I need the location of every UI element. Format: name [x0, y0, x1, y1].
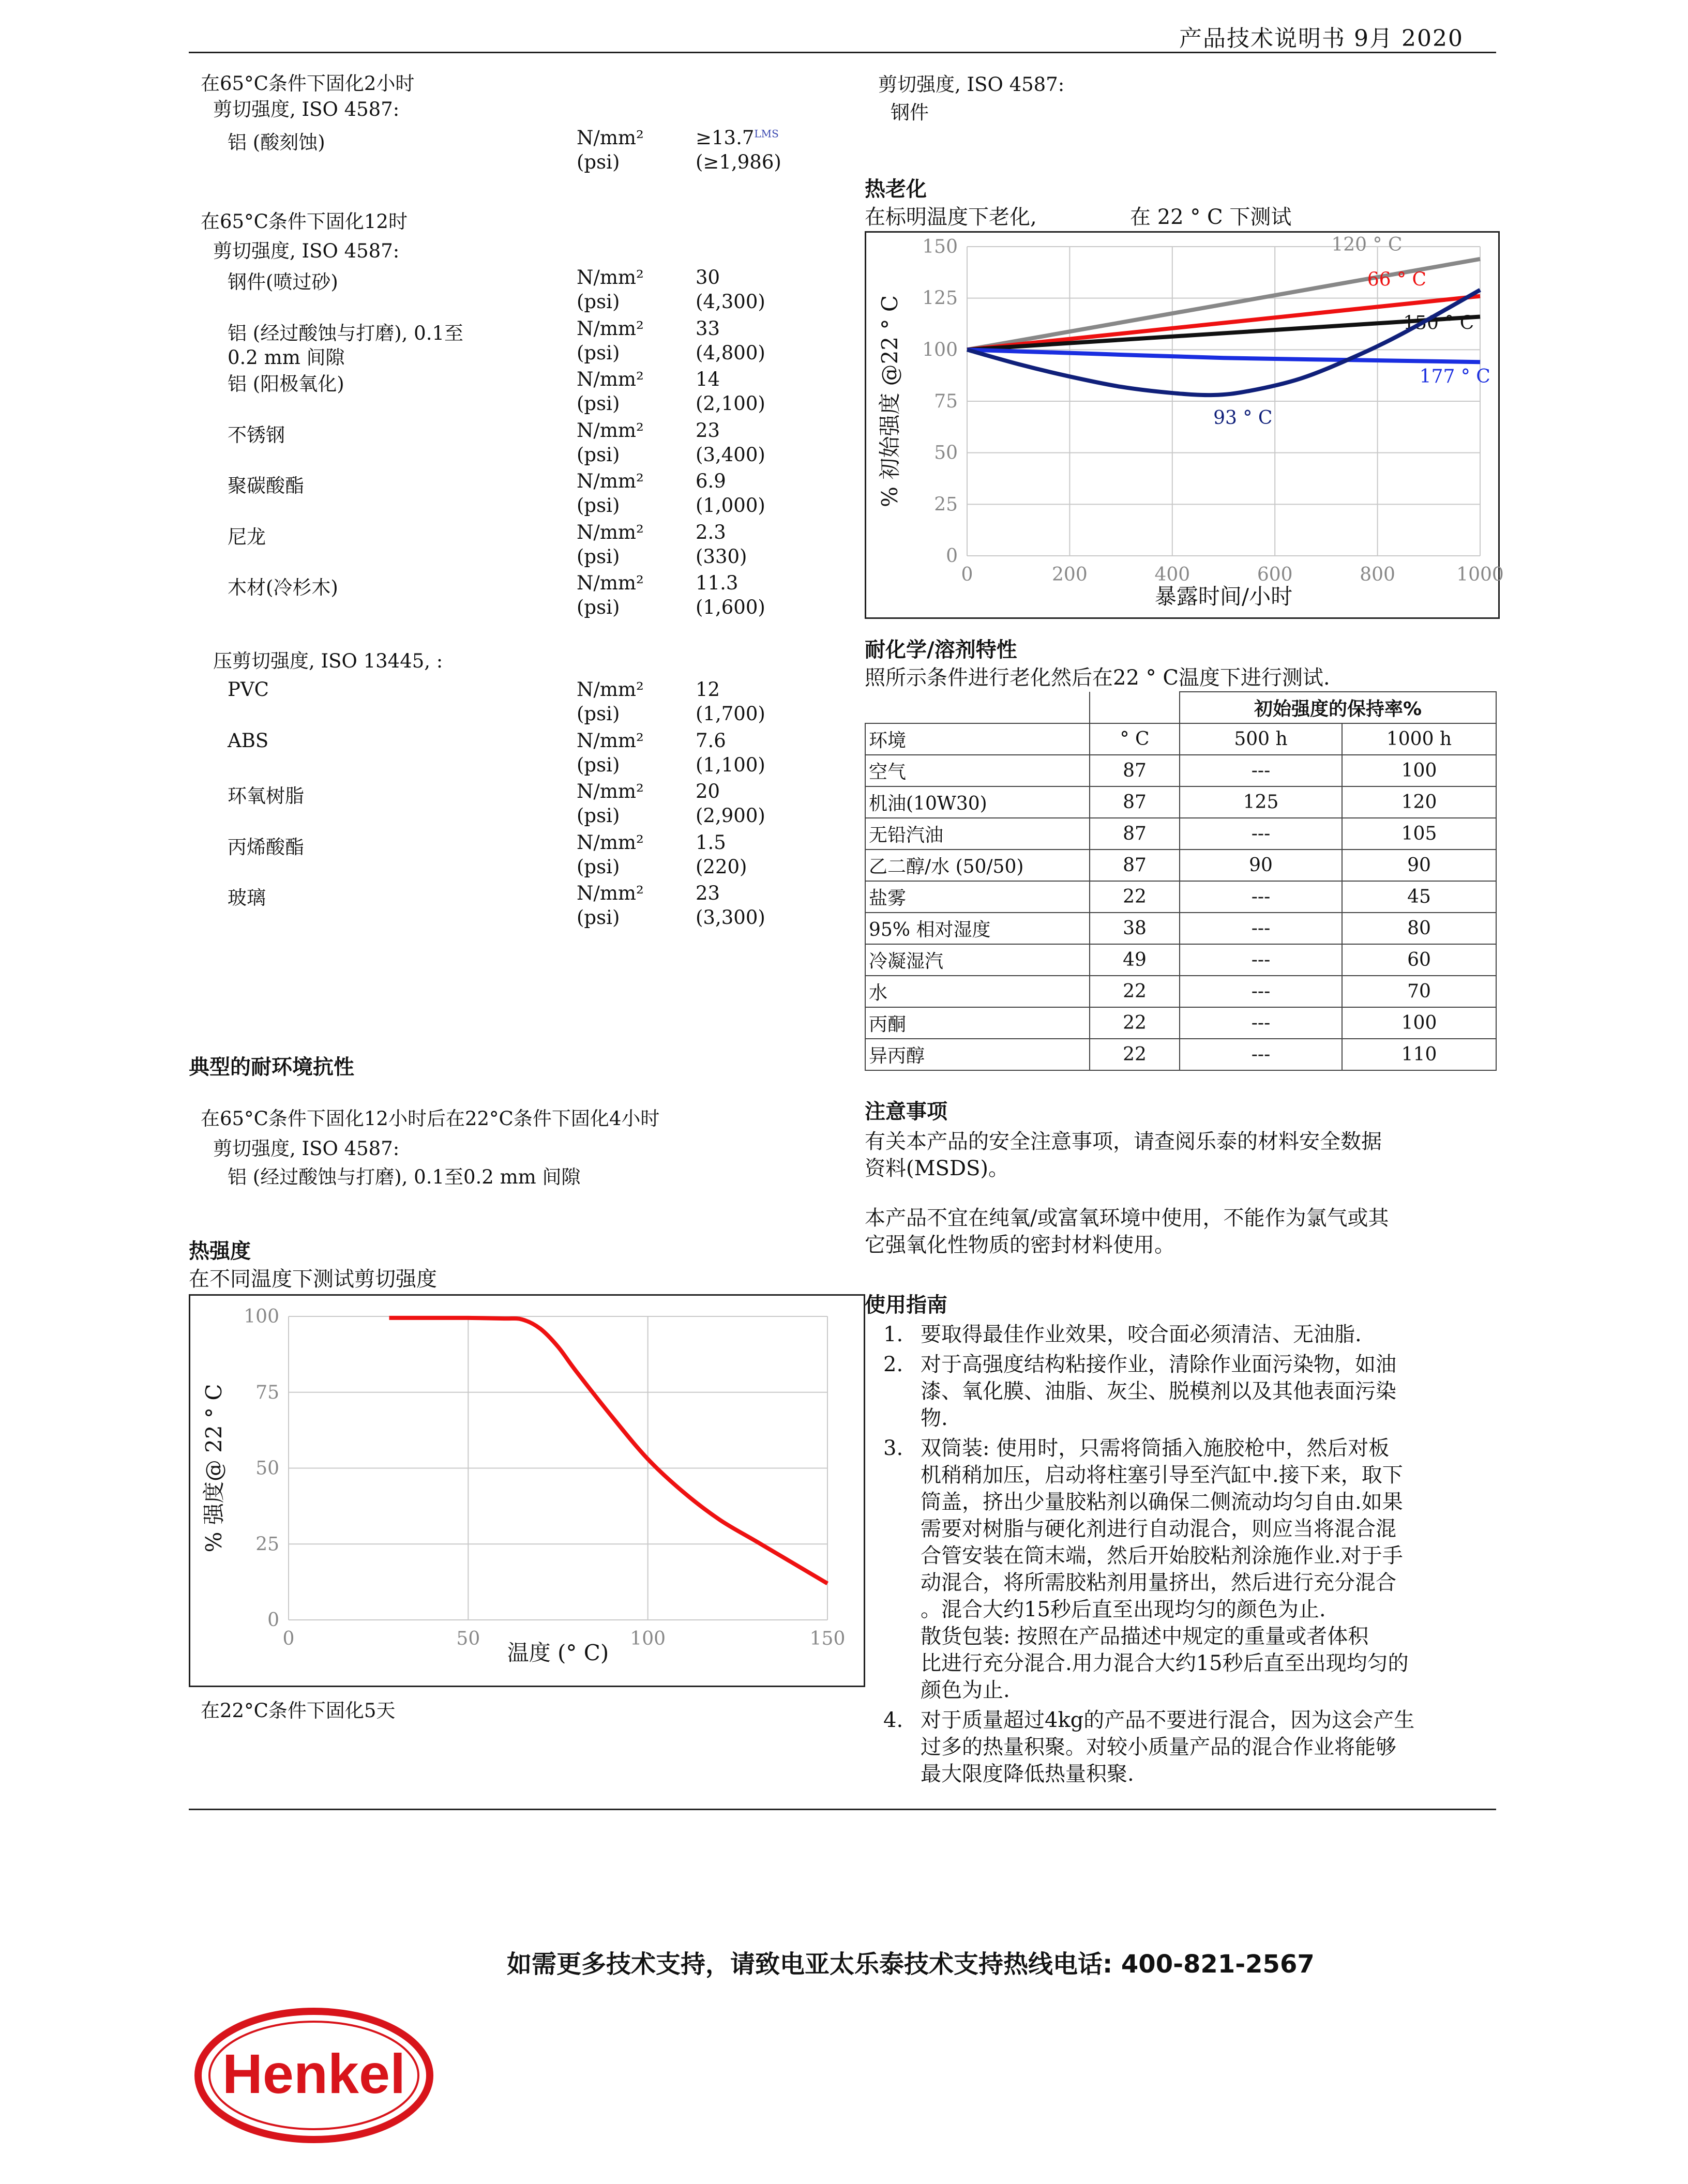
x-tick-label: 100	[630, 1628, 666, 1649]
property-row	[228, 831, 796, 881]
property-row	[228, 368, 796, 418]
series-label: 93 ° C	[1213, 407, 1273, 429]
sec1-title: 在65°C条件下固化2小时	[201, 72, 415, 95]
henkel-logo	[192, 2005, 435, 2146]
value-psi: (4,800)	[696, 341, 765, 364]
unit-si: N/mm²	[577, 882, 644, 904]
caution-title: 注意事项	[865, 1100, 947, 1124]
value-si: 7.6	[696, 729, 726, 752]
y-axis-title: % 初始强度 @22 ° C	[877, 295, 902, 507]
table-row	[865, 976, 1496, 1007]
table-row	[865, 850, 1496, 881]
series-label: 66 ° C	[1367, 269, 1427, 291]
value-psi: (330)	[696, 545, 747, 568]
unit-si: N/mm²	[577, 780, 644, 802]
hot-strength-title: 热强度	[189, 1239, 251, 1263]
value-psi: (1,100)	[696, 753, 765, 776]
table-cell: 冷凝湿汽	[865, 944, 1090, 976]
sec2-subtitle: 剪切强度, ISO 4587:	[213, 240, 400, 262]
table-cell: 60	[1342, 944, 1496, 976]
x-tick-label: 800	[1360, 564, 1395, 585]
usage-guide-list	[865, 1321, 1501, 1791]
caution-line: 资料(MSDS)。	[865, 1157, 1009, 1180]
property-row	[228, 780, 796, 830]
y-axis-title: % 强度@ 22 ° C	[201, 1384, 227, 1553]
x-tick-label: 200	[1052, 564, 1088, 585]
table-header-cell: 500 h	[1180, 723, 1342, 755]
table-cell: 87	[1090, 786, 1180, 818]
footer-rule	[189, 1809, 1496, 1810]
value-si: 30	[696, 266, 720, 289]
table-cell: 90	[1342, 850, 1496, 881]
hot-strength-subtitle: 在不同温度下测试剪切强度	[189, 1267, 437, 1291]
guide-item	[865, 1707, 1501, 1787]
table-cell: ---	[1180, 755, 1342, 786]
unit-psi: (psi)	[577, 443, 620, 466]
hot-strength-chart	[189, 1294, 865, 1687]
header-rule	[189, 52, 1496, 53]
heat-aging-subtitle-a: 在标明温度下老化,	[865, 205, 1037, 229]
table-cell: 100	[1342, 1007, 1496, 1039]
sec3-subtitle: 压剪切强度, ISO 13445, :	[213, 650, 443, 672]
table-cell: 110	[1342, 1039, 1496, 1070]
table-row	[865, 881, 1496, 913]
series-line	[967, 350, 1480, 362]
table-cell: ---	[1180, 976, 1342, 1007]
y-tick-label: 25	[934, 494, 958, 515]
value-si: 6.9	[696, 470, 726, 492]
y-tick-label: 150	[922, 236, 958, 257]
unit-psi: (psi)	[577, 855, 620, 878]
y-tick-label: 75	[934, 391, 958, 412]
x-tick-label: 1000	[1456, 564, 1504, 585]
property-name: ABS	[228, 729, 269, 752]
table-cell: 45	[1342, 881, 1496, 913]
property-name: 尼龙	[228, 525, 266, 548]
table-cell: 盐雾	[865, 881, 1090, 913]
series-label: 150 ° C	[1403, 312, 1474, 334]
property-name: 玻璃	[228, 887, 266, 909]
table-row	[865, 944, 1496, 976]
unit-psi: (psi)	[577, 906, 620, 929]
heat-aging-svg	[866, 233, 1504, 617]
table-cell: 机油(10W30)	[865, 786, 1090, 818]
property-name: 环氧树脂	[228, 785, 304, 807]
table-cell: 22	[1090, 976, 1180, 1007]
table-header-cell: ° C	[1090, 723, 1180, 755]
y-tick-label: 100	[244, 1306, 279, 1327]
guide-item-number: 2.	[883, 1353, 903, 1376]
heat-aging-subtitle-b: 在 22 ° C 下测试	[1130, 205, 1292, 229]
guide-item-number: 4.	[883, 1708, 903, 1732]
guide-item	[865, 1351, 1501, 1432]
cure-note: 在22°C条件下固化5天	[201, 1700, 396, 1722]
table-row	[865, 1007, 1496, 1039]
table-cell: ---	[1180, 913, 1342, 944]
value-si: 11.3	[696, 572, 739, 594]
y-tick-label: 0	[267, 1610, 279, 1631]
caution-line: 它强氧化性物质的密封材料使用。	[865, 1233, 1175, 1257]
unit-psi: (psi)	[577, 341, 620, 364]
sec2-title: 在65°C条件下固化12时	[201, 210, 408, 233]
table-cell: 87	[1090, 818, 1180, 850]
table-cell: 87	[1090, 850, 1180, 881]
value-psi: (2,100)	[696, 392, 765, 415]
table-cell: ---	[1180, 818, 1342, 850]
table-cell: 120	[1342, 786, 1496, 818]
table-cell: ---	[1180, 881, 1342, 913]
value-si: 14	[696, 368, 720, 390]
series-label: 177 ° C	[1419, 366, 1490, 388]
x-tick-label: 0	[282, 1628, 295, 1649]
table-cell: ---	[1180, 944, 1342, 976]
y-tick-label: 75	[255, 1382, 279, 1403]
series-label: 120 ° C	[1331, 234, 1403, 255]
property-name: 丙烯酸酯	[228, 836, 304, 858]
guide-item-line: 比进行充分混合.用力混合大约15秒后直至出现均匀的	[921, 1651, 1409, 1675]
table-cell: 22	[1090, 1007, 1180, 1039]
value-psi: (2,900)	[696, 805, 765, 827]
unit-si: N/mm²	[577, 368, 644, 390]
guide-item	[865, 1435, 1501, 1704]
value-psi: (220)	[696, 855, 747, 878]
table-cell: 90	[1180, 850, 1342, 881]
group-header: 初始强度的保持率%	[1180, 692, 1496, 723]
property-name: 钢件(喷过砂)	[228, 271, 338, 293]
value-psi: (1,600)	[696, 596, 765, 618]
table-cell: 异丙醇	[865, 1039, 1090, 1070]
y-tick-label: 50	[934, 442, 958, 464]
caution-line: 本产品不宜在纯氧/或富氧环境中使用，不能作为氯气或其	[865, 1206, 1389, 1230]
guide-item-line: 要取得最佳作业效果，咬合面必须清洁、无油脂.	[921, 1323, 1362, 1346]
y-tick-label: 100	[922, 339, 958, 361]
unit-psi: (psi)	[577, 151, 620, 173]
guide-item	[865, 1321, 1501, 1348]
table-cell: 87	[1090, 755, 1180, 786]
y-tick-label: 125	[922, 287, 958, 309]
guide-item-line: 物.	[921, 1406, 948, 1430]
table-row	[865, 755, 1496, 786]
table-cell: 95% 相对湿度	[865, 913, 1090, 944]
caution-para-2	[865, 1205, 1389, 1258]
x-tick-label: 600	[1257, 564, 1293, 585]
table-cell: 22	[1090, 1039, 1180, 1070]
value-si: 23	[696, 419, 720, 442]
property-row	[228, 419, 796, 469]
table-cell: 丙酮	[865, 1007, 1090, 1039]
unit-si: N/mm²	[577, 521, 644, 543]
guide-item-line: 颜色为止.	[921, 1678, 1010, 1702]
env-line-3: 铝 (经过酸蚀与打磨), 0.1至0.2 mm 间隙	[228, 1166, 581, 1188]
guide-item-line: 。混合大约15秒后直至出现均匀的颜色为止.	[921, 1598, 1326, 1621]
property-name: PVC	[228, 678, 269, 701]
unit-psi: (psi)	[577, 392, 620, 415]
unit-si: N/mm²	[577, 831, 644, 854]
property-row	[228, 572, 796, 621]
sec1-subtitle: 剪切强度, ISO 4587:	[213, 98, 400, 120]
unit-psi: (psi)	[577, 291, 620, 313]
guide-item-line: 对于质量超过4kg的产品不要进行混合，因为这会产生	[921, 1708, 1415, 1732]
guide-item-line: 机稍稍加压，启动将柱塞引导至汽缸中.接下来，取下	[921, 1463, 1403, 1487]
guide-title: 使用指南	[865, 1293, 947, 1317]
value-si: 33	[696, 317, 720, 340]
env-line-1: 在65°C条件下固化12小时后在22°C条件下固化4小时	[201, 1108, 660, 1130]
value-psi: (3,300)	[696, 906, 765, 929]
table-cell: 乙二醇/水 (50/50)	[865, 850, 1090, 881]
value-si: 12	[696, 678, 720, 701]
value-si: $\ge 13.7^{LMS}$	[696, 127, 779, 149]
table-cell: 125	[1180, 786, 1342, 818]
table-cell: 无铅汽油	[865, 818, 1090, 850]
property-row	[228, 266, 796, 316]
guide-item-line: 筒盖，挤出少量胶粘剂以确保二侧流动均匀自由.如果	[921, 1490, 1403, 1514]
unit-si: N/mm²	[577, 266, 644, 289]
property-row	[228, 521, 796, 571]
env-resistance-title: 典型的耐环境抗性	[189, 1055, 354, 1079]
chem-title: 耐化学/溶剂特性	[865, 638, 1017, 662]
right-top-line-2: 钢件	[891, 101, 929, 124]
property-row	[228, 882, 796, 932]
unit-psi: (psi)	[577, 545, 620, 568]
chem-resistance-table	[865, 691, 1497, 1071]
table-row	[865, 1039, 1496, 1070]
table-cell: 22	[1090, 881, 1180, 913]
table-cell: 38	[1090, 913, 1180, 944]
property-name: 聚碳酸酯	[228, 475, 304, 497]
caution-line: 有关本产品的安全注意事项，请查阅乐泰的材料安全数据	[865, 1130, 1382, 1154]
property-name: 木材(冷杉木)	[228, 577, 338, 599]
unit-psi: (psi)	[577, 805, 620, 827]
x-tick-label: 0	[961, 564, 973, 585]
value-psi: (1,000)	[696, 494, 765, 517]
table-row	[865, 913, 1496, 944]
property-row	[228, 470, 796, 520]
table-cell: ---	[1180, 1039, 1342, 1070]
unit-si: N/mm²	[577, 419, 644, 442]
table-cell: 水	[865, 976, 1090, 1007]
table-cell: ---	[1180, 1007, 1342, 1039]
table-cell: 49	[1090, 944, 1180, 976]
unit-si: N/mm²	[577, 317, 644, 340]
guide-item-line: 需要对树脂与硬化剂进行自动混合，则应当将混合混	[921, 1517, 1396, 1541]
table-header-row	[865, 723, 1496, 755]
heat-aging-chart	[865, 231, 1504, 619]
y-tick-label: 0	[946, 545, 958, 567]
unit-si: N/mm²	[577, 470, 644, 492]
lms-mark: LMS	[754, 127, 779, 140]
value-psi: (4,300)	[696, 291, 765, 313]
guide-item-line: 合管安装在筒末端，然后开始胶粘剂涂施作业.对于手	[921, 1544, 1403, 1568]
x-tick-label: 400	[1154, 564, 1190, 585]
x-tick-label: 150	[809, 1628, 846, 1649]
table-header-cell: 1000 h	[1342, 723, 1496, 755]
table-cell: 空气	[865, 755, 1090, 786]
property-name-2: 0.2 mm 间隙	[228, 346, 345, 369]
property-name: 铝 (酸刻蚀)	[228, 131, 325, 154]
table-cell: 105	[1342, 818, 1496, 850]
property-row	[228, 730, 796, 779]
right-top-line-1: 剪切强度, ISO 4587:	[878, 73, 1065, 96]
y-tick-label: 50	[255, 1458, 279, 1479]
unit-si: N/mm²	[577, 127, 644, 149]
x-axis-title: 暴露时间/小时	[1154, 584, 1293, 609]
guide-item-number: 3.	[883, 1436, 903, 1460]
env-line-2: 剪切强度, ISO 4587:	[213, 1138, 400, 1160]
y-tick-label: 25	[255, 1534, 279, 1555]
property-row	[228, 678, 796, 728]
table-cell: 80	[1342, 913, 1496, 944]
value-si: 23	[696, 882, 720, 904]
guide-item-line: 过多的热量积聚。对较小质量产品的混合作业将能够	[921, 1735, 1396, 1759]
guide-item-line: 散货包装: 按照在产品描述中规定的重量或者体积	[921, 1625, 1369, 1648]
guide-item-line: 最大限度降低热量积聚.	[921, 1762, 1134, 1786]
hot-strength-svg	[190, 1296, 864, 1686]
value-psi: (1,700)	[696, 703, 765, 725]
unit-si: N/mm²	[577, 729, 644, 752]
unit-psi: (psi)	[577, 494, 620, 517]
x-axis-title: 温度 (° C)	[507, 1640, 609, 1665]
unit-psi: (psi)	[577, 596, 620, 618]
property-row	[228, 317, 796, 367]
value-psi: (≥1,986)	[696, 151, 781, 173]
unit-si: N/mm²	[577, 572, 644, 594]
guide-item-line: 漆、氧化膜、油脂、灰尘、脱模剂以及其他表面污染	[921, 1379, 1396, 1403]
property-name: 铝 (经过酸蚀与打磨), 0.1至	[228, 322, 463, 344]
table-cell: 70	[1342, 976, 1496, 1007]
logo-text: Henkel	[222, 2042, 406, 2105]
property-name: 铝 (阳极氧化)	[228, 373, 344, 395]
property-name: 不锈钢	[228, 423, 285, 446]
unit-si: N/mm²	[577, 678, 644, 701]
caution-para-1	[865, 1128, 1382, 1182]
value-si: 20	[696, 780, 720, 802]
table-row	[865, 786, 1496, 818]
value-si: 2.3	[696, 521, 726, 543]
table-header-cell: 环境	[865, 723, 1090, 755]
table-body	[865, 755, 1496, 1070]
value-si: 1.5	[696, 831, 726, 854]
unit-psi: (psi)	[577, 753, 620, 776]
guide-item-line: 双筒装: 使用时，只需将筒插入施胶枪中，然后对板	[921, 1436, 1390, 1460]
guide-item-line: 对于高强度结构粘接作业，清除作业面污染物，如油	[921, 1353, 1396, 1376]
table-group-header-row	[865, 692, 1496, 723]
document-header: 产品技术说明书 9月 2020	[1179, 25, 1464, 52]
x-tick-label: 50	[456, 1628, 480, 1649]
heat-aging-title: 热老化	[865, 177, 927, 201]
property-row	[228, 127, 796, 176]
table-row	[865, 818, 1496, 850]
chem-subtitle: 照所示条件进行老化然后在22 ° C温度下进行测试.	[865, 666, 1330, 690]
guide-item-number: 1.	[883, 1323, 903, 1346]
table-cell: 100	[1342, 755, 1496, 786]
value-psi: (3,400)	[696, 443, 765, 466]
guide-item-line: 动混合，将所需胶粘剂用量挤出，然后进行充分混合	[921, 1571, 1396, 1595]
support-hotline: 如需更多技术支持，请致电亚太乐泰技术支持热线电话: 400-821-2567	[507, 1950, 1315, 1979]
unit-psi: (psi)	[577, 703, 620, 725]
